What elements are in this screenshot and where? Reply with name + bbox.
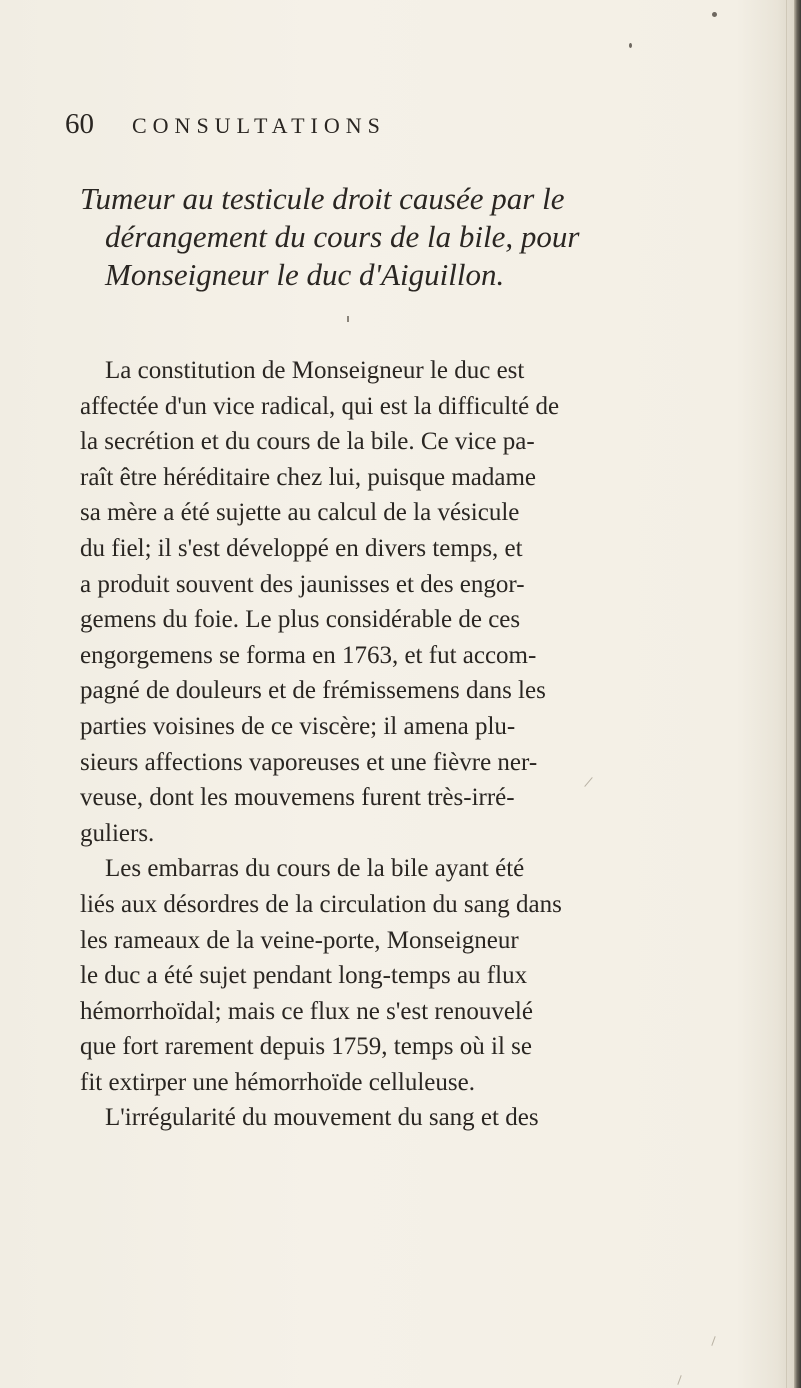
text-line: que fort rarement depuis 1759, temps où il se bbox=[80, 1033, 532, 1061]
text-line: sa mère a été sujette au calcul de la vésicule bbox=[80, 499, 520, 527]
paper-mark bbox=[677, 1375, 681, 1385]
text-line: sieurs affections vaporeuses et une fièvre ner- bbox=[80, 748, 538, 776]
title-line: dérangement du cours de la bile, pour bbox=[105, 219, 580, 254]
body-text bbox=[80, 353, 760, 1136]
text-line: fit extirper une hémorrhoïde celluleuse. bbox=[80, 1068, 475, 1096]
paper-mark bbox=[711, 1336, 715, 1346]
text-line: raît être héréditaire chez lui, puisque madame bbox=[80, 463, 537, 491]
text-line: Les embarras du cours de la bile ayant été bbox=[105, 855, 525, 883]
page-header bbox=[65, 106, 705, 146]
text-line: veuse, dont les mouvemens furent très-irré- bbox=[80, 784, 515, 812]
text-line: la secrétion et du cours de la bile. Ce vice pa- bbox=[80, 428, 535, 456]
section-title bbox=[80, 180, 760, 294]
text-line: hémorrhoïdal; mais ce flux ne s'est renouvelé bbox=[80, 997, 533, 1025]
ink-speck bbox=[629, 43, 632, 48]
text-line: parties voisines de ce viscère; il amena plu- bbox=[80, 712, 516, 740]
title-line: Tumeur au testicule droit causée par le bbox=[80, 181, 565, 216]
ink-speck bbox=[712, 12, 717, 17]
text-line: les rameaux de la veine-porte, Monseigneur bbox=[80, 926, 519, 954]
text-line: pagné de douleurs et de frémissemens dans les bbox=[80, 677, 546, 705]
text-line: gemens du foie. Le plus considérable de ces bbox=[80, 606, 521, 634]
text-line: du fiel; il s'est développé en divers temps, et bbox=[80, 534, 523, 562]
separator-mark bbox=[347, 316, 349, 322]
text-line: engorgemens se forma en 1763, et fut accom- bbox=[80, 641, 537, 669]
text-line: a produit souvent des jaunisses et des engor- bbox=[80, 570, 525, 598]
text-line: La constitution de Monseigneur le duc est bbox=[105, 357, 525, 384]
page-gutter-line bbox=[786, 0, 787, 1388]
running-head: CONSULTATIONS bbox=[132, 113, 386, 138]
text-line: guliers. bbox=[80, 819, 155, 847]
text-line: L'irrégularité du mouvement du sang et des bbox=[105, 1104, 539, 1132]
title-line: Monseigneur le duc d'Aiguillon. bbox=[105, 257, 505, 292]
text-line: le duc a été sujet pendant long-temps au flux bbox=[80, 962, 528, 990]
text-line: liés aux désordres de la circulation du sang dans bbox=[80, 890, 562, 918]
page-number: 60 bbox=[65, 108, 94, 140]
page-edge-shadow bbox=[794, 0, 801, 1388]
text-line: affectée d'un vice radical, qui est la difficulté de bbox=[80, 392, 560, 420]
